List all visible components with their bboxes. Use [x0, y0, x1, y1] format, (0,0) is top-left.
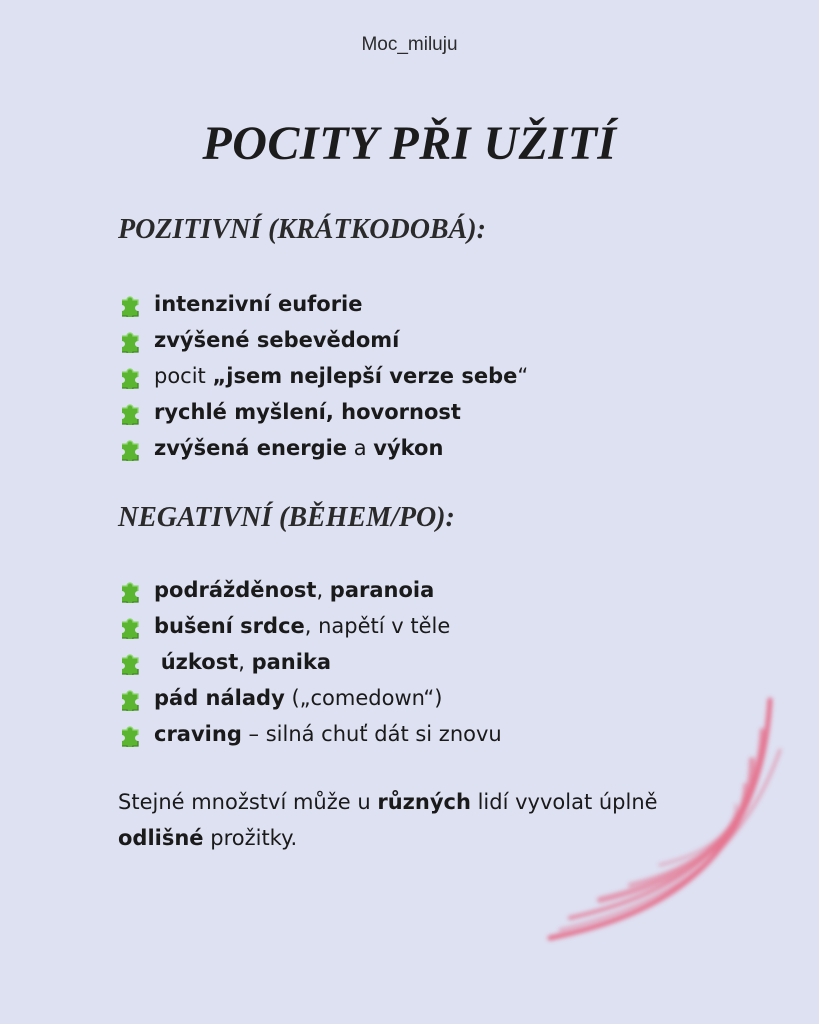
handle: Moc_miluju: [361, 34, 458, 55]
list-item: [118, 680, 502, 716]
item-bold: „jsem nejlepší verze sebe: [212, 364, 518, 388]
item-bold: craving: [154, 722, 242, 746]
item-text: [154, 644, 161, 680]
item-bold: zvýšená energie: [154, 436, 348, 460]
puzzle-piece-icon: [118, 399, 144, 425]
note-bold: odlišné: [118, 826, 204, 850]
item-bold: úzkost: [160, 650, 239, 674]
list-item: [118, 716, 502, 752]
item-text: („comedown“): [284, 686, 443, 710]
negative-heading: NEGATIVNÍ (BĚHEM/PO):: [118, 502, 455, 533]
puzzle-piece-icon: [118, 327, 144, 353]
item-text: – silná chuť dát si znovu: [241, 722, 502, 746]
list-item: [118, 644, 502, 680]
item-text: “: [517, 364, 529, 388]
item-text: ,: [238, 650, 252, 674]
negative-list: [118, 572, 502, 752]
item-bold: podrážděnost: [154, 578, 317, 602]
note-text: prožitky.: [203, 826, 298, 850]
item-bold: zvýšené sebevědomí: [154, 328, 400, 352]
puzzle-piece-icon: [118, 721, 144, 747]
puzzle-piece-icon: [118, 435, 144, 461]
item-text: ,: [316, 578, 330, 602]
puzzle-piece-icon: [118, 613, 144, 639]
page-title: POCITY PŘI UŽITÍ: [202, 117, 617, 170]
note-text: Stejné množství může u: [118, 790, 378, 814]
list-item: [118, 322, 528, 358]
positive-list: [118, 286, 528, 466]
puzzle-piece-icon: [118, 649, 144, 675]
item-bold: paranoia: [329, 578, 435, 602]
note-text: lidí vyvolat úplně: [470, 790, 658, 814]
item-bold: výkon: [373, 436, 444, 460]
item-bold: intenzivní euforie: [154, 292, 363, 316]
item-bold: pád nálady: [154, 686, 285, 710]
item-text: a: [347, 436, 374, 460]
note-bold: různých: [377, 790, 471, 814]
puzzle-piece-icon: [118, 291, 144, 317]
item-text: , napětí v těle: [304, 614, 451, 638]
puzzle-piece-icon: [118, 363, 144, 389]
list-item: [118, 358, 528, 394]
item-bold: panika: [251, 650, 332, 674]
item-bold: rychlé myšlení, hovornost: [154, 400, 461, 424]
list-item: [118, 608, 502, 644]
puzzle-piece-icon: [118, 577, 144, 603]
list-item: [118, 286, 528, 322]
pink-swoosh-decoration: [540, 690, 800, 960]
puzzle-piece-icon: [118, 685, 144, 711]
list-item: [118, 394, 528, 430]
item-bold: bušení srdce: [154, 614, 305, 638]
item-text: pocit: [154, 364, 213, 388]
positive-heading: POZITIVNÍ (KRÁTKODOBÁ):: [118, 214, 486, 245]
list-item: [118, 430, 528, 466]
list-item: [118, 572, 502, 608]
